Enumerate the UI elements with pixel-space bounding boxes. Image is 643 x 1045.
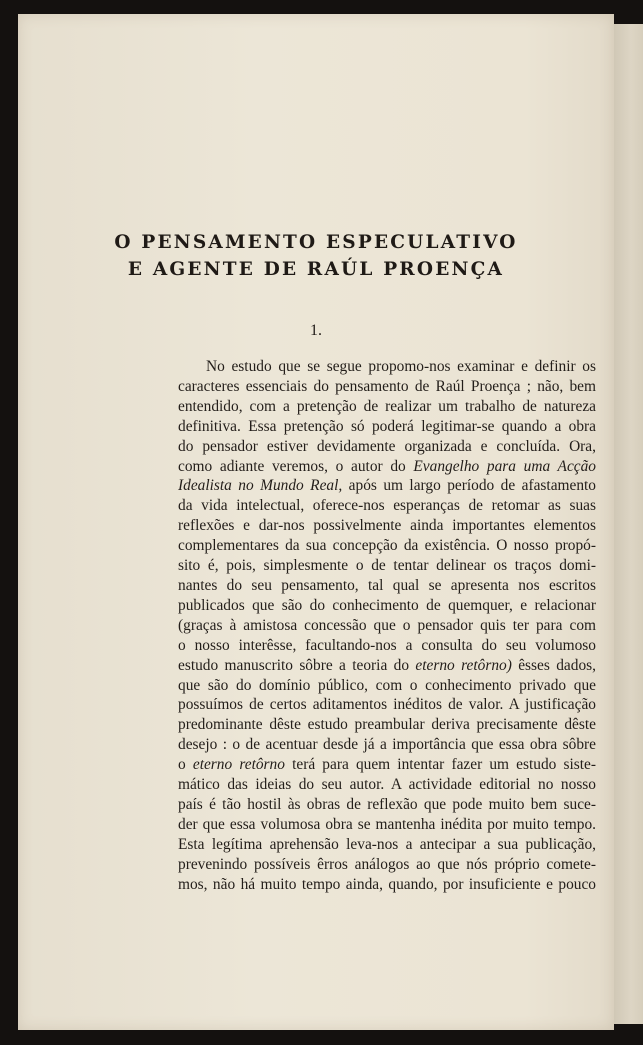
text-line: possuímos de certos aditamentos inéditos de valor. A justificação (178, 696, 596, 714)
text-line: que são do domínio público, com o conhecimento privado que (178, 676, 596, 694)
book-title-italic: Evangelho para uma Acção (413, 457, 596, 475)
text-line: (graças à amistosa concessão que o pensador quis ter para com (178, 616, 596, 634)
text-line: o nosso interêsse, facultando-nos a consulta do seu volumoso (178, 636, 596, 654)
text-line: entendido, com a pretenção de realizar um trabalho de natureza (178, 397, 596, 415)
body-paragraph (178, 357, 596, 894)
text-line: nantes do seu pensamento, tal qual se apresenta nos escritos (178, 576, 596, 594)
text-line: o eterno retôrno terá para quem intentar fazer um estudo siste- (178, 756, 596, 774)
text-line: der que essa volumosa obra se mantenha inédita por muito tempo. (178, 815, 596, 833)
text-line: mos, não há muito tempo ainda, quando, por insuficiente e pouco (178, 875, 596, 893)
facing-page-edge (613, 24, 643, 1024)
book-title-italic: Idealista no Mundo Real, (178, 477, 343, 495)
text-line: país é tão hostil às obras de reflexão que pode muito bem suce- (178, 795, 596, 813)
term-italic: eterno retôrno (192, 756, 285, 774)
text-line: desejo : o de acentuar desde já a importância que essa obra sôbre (178, 736, 596, 754)
text-line: caracteres essenciais do pensamento de Raúl Proença ; não, bem (178, 377, 596, 395)
text-line: reflexões e dar-nos possivelmente ainda importantes elementos (178, 517, 596, 535)
chapter-title-line-1: O PENSAMENTO ESPECULATIVO (114, 232, 518, 253)
text-line: publicados que são do conhecimento de quemquer, e relacionar (178, 596, 596, 614)
text-line: Esta legítima aprehensão leva-nos a antecipar a sua publicação, (178, 835, 596, 853)
text-line: No estudo que se segue propomo-nos examinar e definir os (206, 358, 596, 375)
text-line: definitiva. Essa pretenção só poderá legitimar-se quando a obra (178, 417, 596, 435)
text-line: predominante dêste estudo preambular deriva precisamente dêste (178, 716, 596, 734)
text-line: sito é, pois, simplesmente o de tentar delinear os traços domi- (178, 557, 596, 575)
chapter-title-line-2: E AGENTE DE RAÚL PROENÇA (127, 259, 505, 280)
text-line: mático das ideias do seu autor. A actividade editorial no nosso (178, 776, 596, 794)
text-line: da vida intelectual, oferece-nos esperanças de retomar as suas (178, 497, 596, 515)
text-line: como adiante veremos, o autor do Evangelho para uma Acção (178, 457, 596, 475)
text-line: estudo manuscrito sôbre a teoria do eterno retôrno) êsses dados, (178, 656, 596, 674)
text-line: Idealista no Mundo Real, após um largo período de afastamento (178, 477, 596, 495)
section-number: 1. (310, 322, 322, 339)
book-page (18, 14, 614, 1030)
chapter-title (18, 229, 614, 283)
text-line: complementares da sua concepção da existência. O nosso propó- (178, 537, 596, 555)
term-italic: eterno retôrno) (415, 656, 512, 674)
text-line: do pensador estiver devidamente organizada e concluída. Ora, (178, 437, 596, 455)
text-line: prevenindo possíveis êrros análogos ao que nós próprio comete- (178, 855, 596, 873)
